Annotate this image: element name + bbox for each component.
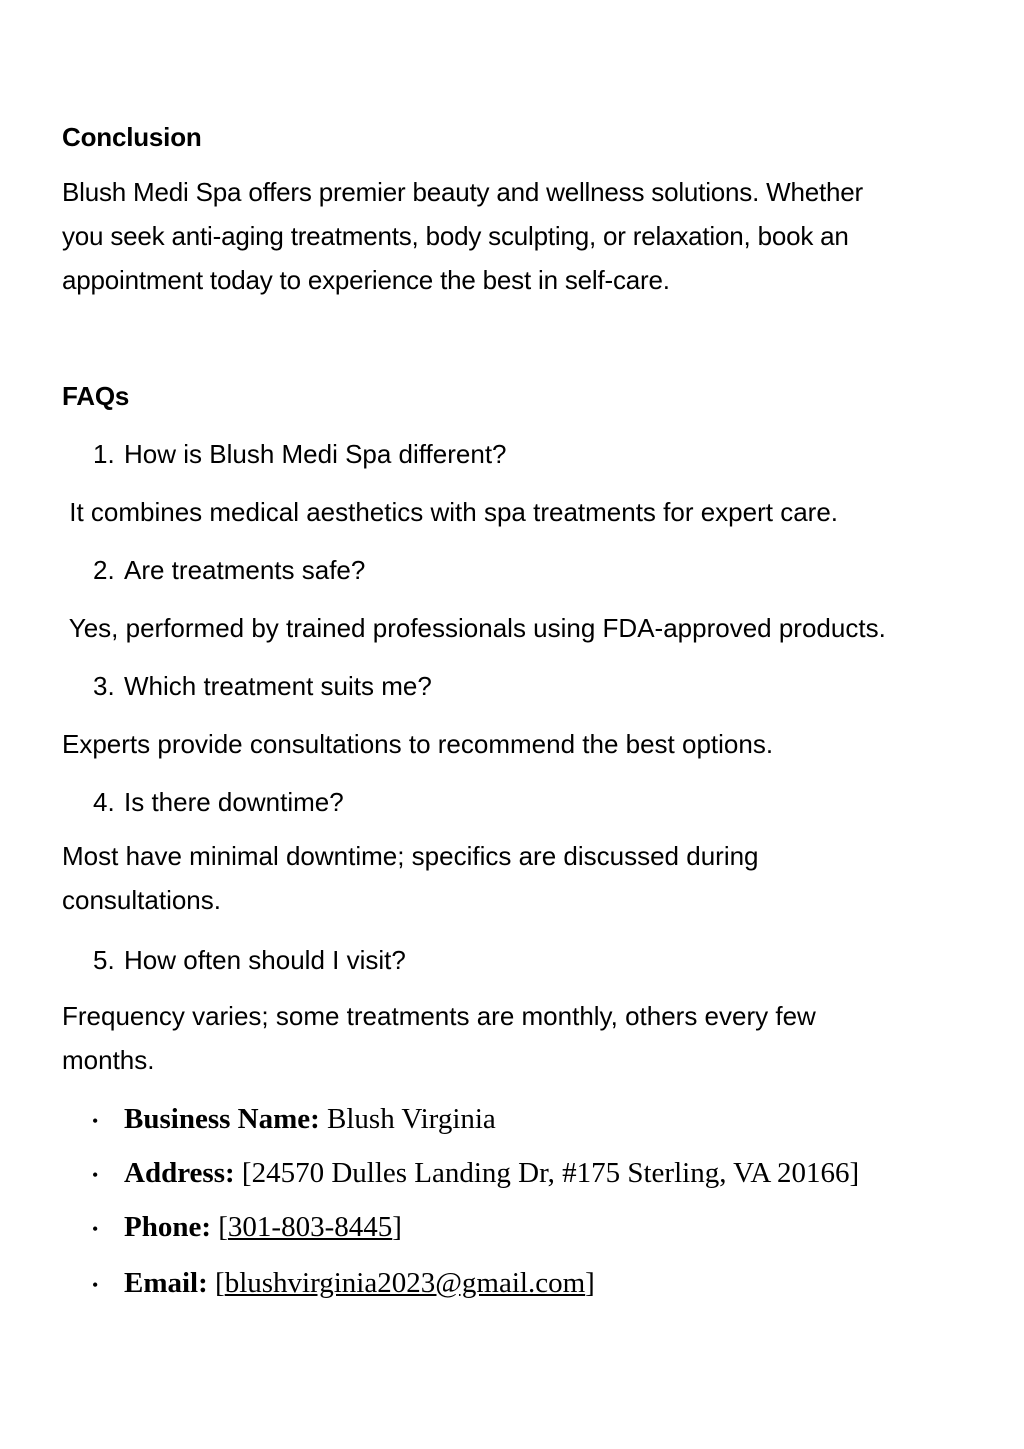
email-label: Email: — [124, 1267, 208, 1299]
phone-bracket-open: [ — [211, 1211, 228, 1243]
bullet-icon: • — [92, 1165, 99, 1186]
business-name-item — [92, 1101, 496, 1139]
phone-bracket-close: ] — [392, 1211, 402, 1243]
faq-answer: Frequency varies; some treatments are monthly, others every few — [62, 1001, 816, 1031]
faq-number: 3. — [93, 671, 115, 701]
business-name-value: Blush Virginia — [319, 1103, 496, 1135]
bullet-icon: • — [92, 1219, 99, 1240]
email-bracket-open: [ — [207, 1267, 225, 1299]
conclusion-line: appointment today to experience the best in self-care. — [62, 265, 670, 295]
faq-question-text: Which treatment suits me? — [124, 671, 432, 701]
faq-question — [93, 943, 406, 977]
phone-item — [92, 1209, 402, 1247]
faq-answer: Yes, performed by trained professionals using FDA-approved products. — [62, 613, 886, 643]
conclusion-line: Blush Medi Spa offers premier beauty and wellness solutions. Whether — [62, 177, 864, 207]
conclusion-line: you seek anti-aging treatments, body sculpting, or relaxation, book an — [62, 221, 849, 251]
conclusion-heading: Conclusion — [62, 122, 202, 152]
faq-number: 2. — [93, 555, 115, 585]
faq-answer: Experts provide consultations to recommend the best options. — [62, 729, 774, 759]
faq-question — [93, 553, 365, 587]
bullet-icon: • — [92, 1275, 99, 1296]
faq-question-text: How often should I visit? — [124, 945, 406, 975]
bullet-icon: • — [92, 1111, 99, 1132]
address-label: Address: — [124, 1157, 235, 1189]
faq-answer: consultations. — [62, 885, 221, 915]
email-link[interactable]: blushvirginia2023@gmail.com — [224, 1267, 586, 1299]
faq-question-text: Is there downtime? — [124, 787, 344, 817]
faq-number: 4. — [93, 787, 115, 817]
faq-answer: Most have minimal downtime; specifics are discussed during — [62, 841, 759, 871]
faq-question — [93, 437, 507, 471]
address-value: [24570 Dulles Landing Dr, #175 Sterling, VA 20166] — [234, 1157, 860, 1189]
address-item — [92, 1155, 859, 1193]
faq-number: 5. — [93, 945, 115, 975]
faq-question-text: How is Blush Medi Spa different? — [124, 439, 507, 469]
faq-question — [93, 785, 344, 819]
faq-number: 1. — [93, 439, 115, 469]
faq-question — [93, 669, 432, 703]
faqs-heading: FAQs — [62, 381, 130, 411]
email-item — [92, 1265, 595, 1303]
phone-label: Phone: — [124, 1211, 211, 1243]
faq-question-text: Are treatments safe? — [124, 555, 366, 585]
phone-link[interactable]: 301-803-8445 — [227, 1211, 393, 1243]
email-bracket-close: ] — [585, 1267, 595, 1299]
faq-answer: It combines medical aesthetics with spa treatments for expert care. — [62, 497, 839, 527]
faq-answer: months. — [62, 1045, 155, 1075]
business-name-label: Business Name: — [124, 1103, 320, 1135]
